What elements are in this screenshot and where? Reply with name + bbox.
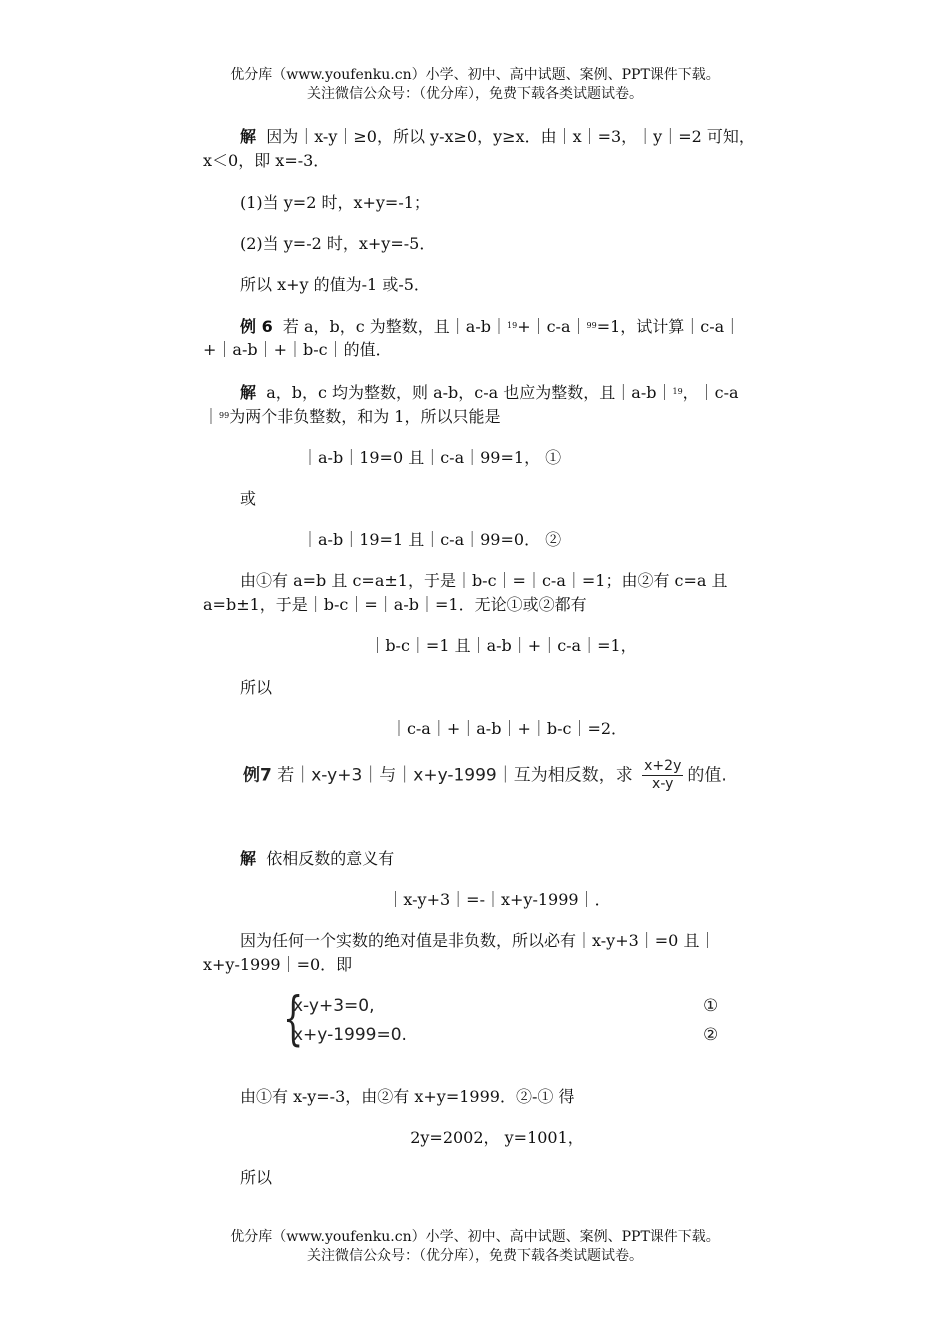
therefore-7: 所以 bbox=[240, 1168, 273, 1187]
solution-5-line-2: x＜0，即 x=-3． bbox=[203, 151, 330, 170]
system-equation-2: x+y-1999=0. bbox=[293, 1025, 407, 1045]
fraction-numerator: x+2y bbox=[644, 758, 682, 774]
solution-7-equation: ｜x-y+3｜=-｜x+y-1999｜． bbox=[387, 890, 611, 909]
fraction-denominator: x-y bbox=[652, 776, 674, 792]
case-2: (2)当 y=-2 时，x+y=-5． bbox=[240, 234, 436, 253]
equation-marker-1: ① bbox=[703, 996, 719, 1016]
exponent: 99 bbox=[219, 411, 230, 420]
equation-system bbox=[283, 984, 743, 1056]
solution-7-intro bbox=[240, 847, 394, 871]
brace-symbol: { bbox=[283, 984, 304, 1052]
example-7-line bbox=[243, 758, 727, 793]
example-7-tail: 的值. bbox=[687, 765, 727, 786]
solution-5-line-1 bbox=[240, 125, 755, 149]
example-6-text-b: +｜c-a｜ bbox=[517, 317, 587, 336]
case-1: (1)当 y=2 时，x+y=-1； bbox=[240, 193, 430, 212]
solution-label: 解 bbox=[240, 849, 257, 868]
example-label: 例7 bbox=[243, 765, 272, 786]
deduction-equation: ｜b-c｜=1 且｜a-b｜+｜c-a｜=1， bbox=[369, 636, 637, 655]
solution-6-text-c: ｜ bbox=[203, 407, 220, 426]
solution-7-line-1: 因为任何一个实数的绝对值是非负数，所以必有｜x-y+3｜=0 且｜ bbox=[240, 931, 716, 950]
solution-label: 解 bbox=[240, 383, 257, 402]
result-6: ｜c-a｜+｜a-b｜+｜b-c｜=2． bbox=[390, 719, 628, 738]
example-6-text-c: =1，试计算｜c-a｜ bbox=[596, 317, 741, 336]
example-6-line-2: +｜a-b｜+｜b-c｜的值． bbox=[203, 340, 392, 359]
page-header bbox=[0, 66, 950, 104]
equation-marker-2: ② bbox=[703, 1025, 719, 1045]
deduction-line-1: 由①有 a=b 且 c=a±1，于是｜b-c｜=｜c-a｜=1；由②有 c=a 且 bbox=[240, 571, 728, 590]
fraction bbox=[642, 758, 683, 793]
solution-7-intro-text: 依相反数的意义有 bbox=[266, 849, 395, 868]
header-line-2: 关注微信公众号：（优分库），免费下载各类试题试卷。 bbox=[307, 86, 643, 102]
solution-6-line-2 bbox=[203, 404, 500, 429]
solution-6-text-d: 为两个非负整数，和为 1，所以只能是 bbox=[229, 407, 501, 426]
equation-case-1: ｜a-b｜19=0 且｜c-a｜99=1， ① bbox=[302, 448, 562, 467]
equation-case-2: ｜a-b｜19=1 且｜c-a｜99=0． ② bbox=[302, 530, 562, 549]
calculation-equation: 2y=2002， y=1001， bbox=[410, 1128, 584, 1147]
therefore-6: 所以 bbox=[240, 678, 273, 697]
exponent: 19 bbox=[672, 387, 683, 396]
solution-6-text-b: ，｜c-a bbox=[682, 383, 739, 402]
page-footer bbox=[0, 1228, 950, 1266]
example-6-text-a: 若 a，b，c 为整数，且｜a-b｜ bbox=[282, 317, 507, 336]
from-equations: 由①有 x-y=-3，由②有 x+y=1999．②-① 得 bbox=[240, 1087, 575, 1106]
deduction-line-2: a=b±1，于是｜b-c｜=｜a-b｜=1．无论①或②都有 bbox=[203, 595, 587, 614]
footer-line-1: 优分库（www.youfenku.cn）小学、初中、高中试题、案例、PPT课件下载。 bbox=[230, 1229, 720, 1245]
solution-label: 解 bbox=[240, 127, 257, 146]
footer-line-2: 关注微信公众号：（优分库），免费下载各类试题试卷。 bbox=[307, 1248, 643, 1264]
solution-7-line-2: x+y-1999｜=0．即 bbox=[203, 955, 353, 974]
solution-6-text-a: a，b，c 均为整数，则 a-b，c-a 也应为整数，且｜a-b｜ bbox=[266, 383, 673, 402]
solution-6-line-1 bbox=[240, 380, 739, 405]
header-line-1: 优分库（www.youfenku.cn）小学、初中、高中试题、案例、PPT课件下载。 bbox=[230, 67, 720, 83]
conclusion-5: 所以 x+y 的值为-1 或-5． bbox=[240, 275, 430, 294]
or-text: 或 bbox=[240, 489, 257, 508]
example-6-line-1 bbox=[240, 314, 740, 339]
solution-5-text: 因为｜x-y｜≥0，所以 y-x≥0，y≥x．由｜x｜=3，｜y｜=2 可知， bbox=[266, 127, 755, 146]
example-label: 例 6 bbox=[240, 317, 273, 336]
exponent: 19 bbox=[507, 321, 518, 330]
exponent: 99 bbox=[586, 321, 597, 330]
example-7-text: 若｜x-y+3｜与｜x+y-1999｜互为相反数，求 bbox=[277, 765, 633, 786]
system-equation-1: x-y+3=0, bbox=[293, 996, 375, 1016]
